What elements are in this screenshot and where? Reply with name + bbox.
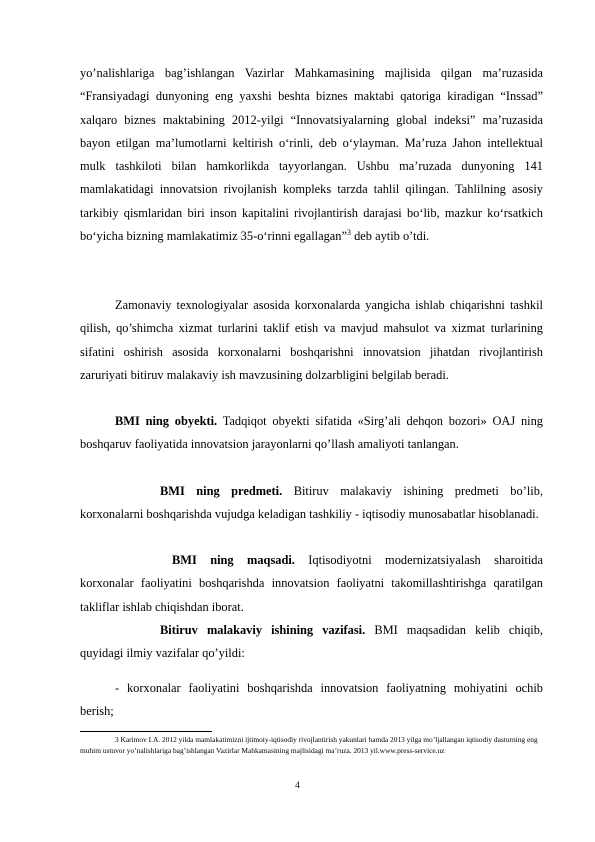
footnote: 3 Karimov I.A. 2012 yilda mamlakatimizni ijtimoiy-iqtisodiy rivojlantirish yakunlari hamda 2013 yilga mo’ljallangan iqtisodiy dasturning eng muhim ustuvor yo’nalishlariga bag’ishlangan Vazirlar Mahkamasining majlisidagi ma’ruza. 2013 yil.www.press-service.uz [80,735,538,755]
list-item-task-1: - korxonalar faoliyatini boshqarishda innovatsion faoliyatning mohiyatini ochib berish; [80,681,543,719]
object-text: Tadqiqot obyekti sifatida «Sirg’ali dehqon bozori» OAJ ning boshqaruv faoliyatida innovatsion jarayonlarni qo’llash amaliyoti tanlangan. [80,414,543,452]
paragraph-relevance: Zamonaviy texnologiyalar asosida korxonalarda yangicha ishlab chiqarishni tashkil qilish, qo’shimcha xizmat turlarini taklif etish va mavjud mahsulot va xizmat turlarining sifatini oshirish asosida korxonalarni boshqarishni innovatsion jihatdan rivojlantirish zaruriyati bitiruv malakaviy ish mavzusining dolzarbligini belgilab beradi. [80,298,543,382]
subject-label: BMI ning predmeti. [160,484,283,498]
paragraph-intro-tail: deb aytib o’tdi. [351,229,430,244]
paragraph-subject [80,480,543,527]
paragraph-intro-text: yo’nalishlariga bag’ishlangan Vazirlar Mahkamasining majlisida qilgan ma’ruzasida “Fransiyadagi dunyoning eng yaxshi beshta biznes maktabi qatoriga kiradigan “Inssad” xalqaro biznes maktabining 2012-yilgi “Innovatsiyalarning global indeksi” ma’ruzasida bayon etilgan ma’lumotlarni keltirish o‘rinli, deb o‘ylayman. Ma’ruza Jahon intellektual mulk tashkiloti bilan hamkorlikda tayyorlangan. Ushbu ma’ruzada dunyoning 141 mamlakatidagi innovatsion rivojlanish kompleks tarzda tahlil qilingan. Tahlilning asosiy tarkibiy qismlaridan biri inson kapitalini rivojlantirish darajasi bo‘lib, mazkur ko‘rsatkich bo‘yicha bizning mamlakatimiz 35-o‘rinni egallagan” [80,66,543,244]
tasks-label: Bitiruv malakaviy ishining vazifasi. [160,623,366,637]
paragraph-goal [80,549,543,619]
footnote-divider [80,731,212,732]
tasks-text: BMI maqsadidan kelib chiqib, quyidagi ilmiy vazifalar qo’yildi: [80,623,544,661]
goal-text: Iqtisodiyotni modernizatsiyalash sharoitida korxonalar faoliyatini boshqarishda innovatsion faoliyatni takomillashtirishga qaratilgan takliflar ishlab chiqishdan iborat. [80,553,543,614]
page-number: 4 [295,781,300,791]
paragraph-object [80,410,543,457]
goal-label: BMI ning maqsadi. [172,553,295,567]
paragraph-tasks [80,619,543,666]
object-label: BMI ning obyekti. [115,414,218,428]
footnote-ref[interactable]: 3 [347,227,351,237]
paragraph-intro [80,62,543,248]
subject-text: Bitiruv malakaviy ishining predmeti bo’lib, korxonalarni boshqarishda vujudga keladigan tashkiliy - iqtisodiy munosabatlar hisoblanadi. [80,484,543,522]
